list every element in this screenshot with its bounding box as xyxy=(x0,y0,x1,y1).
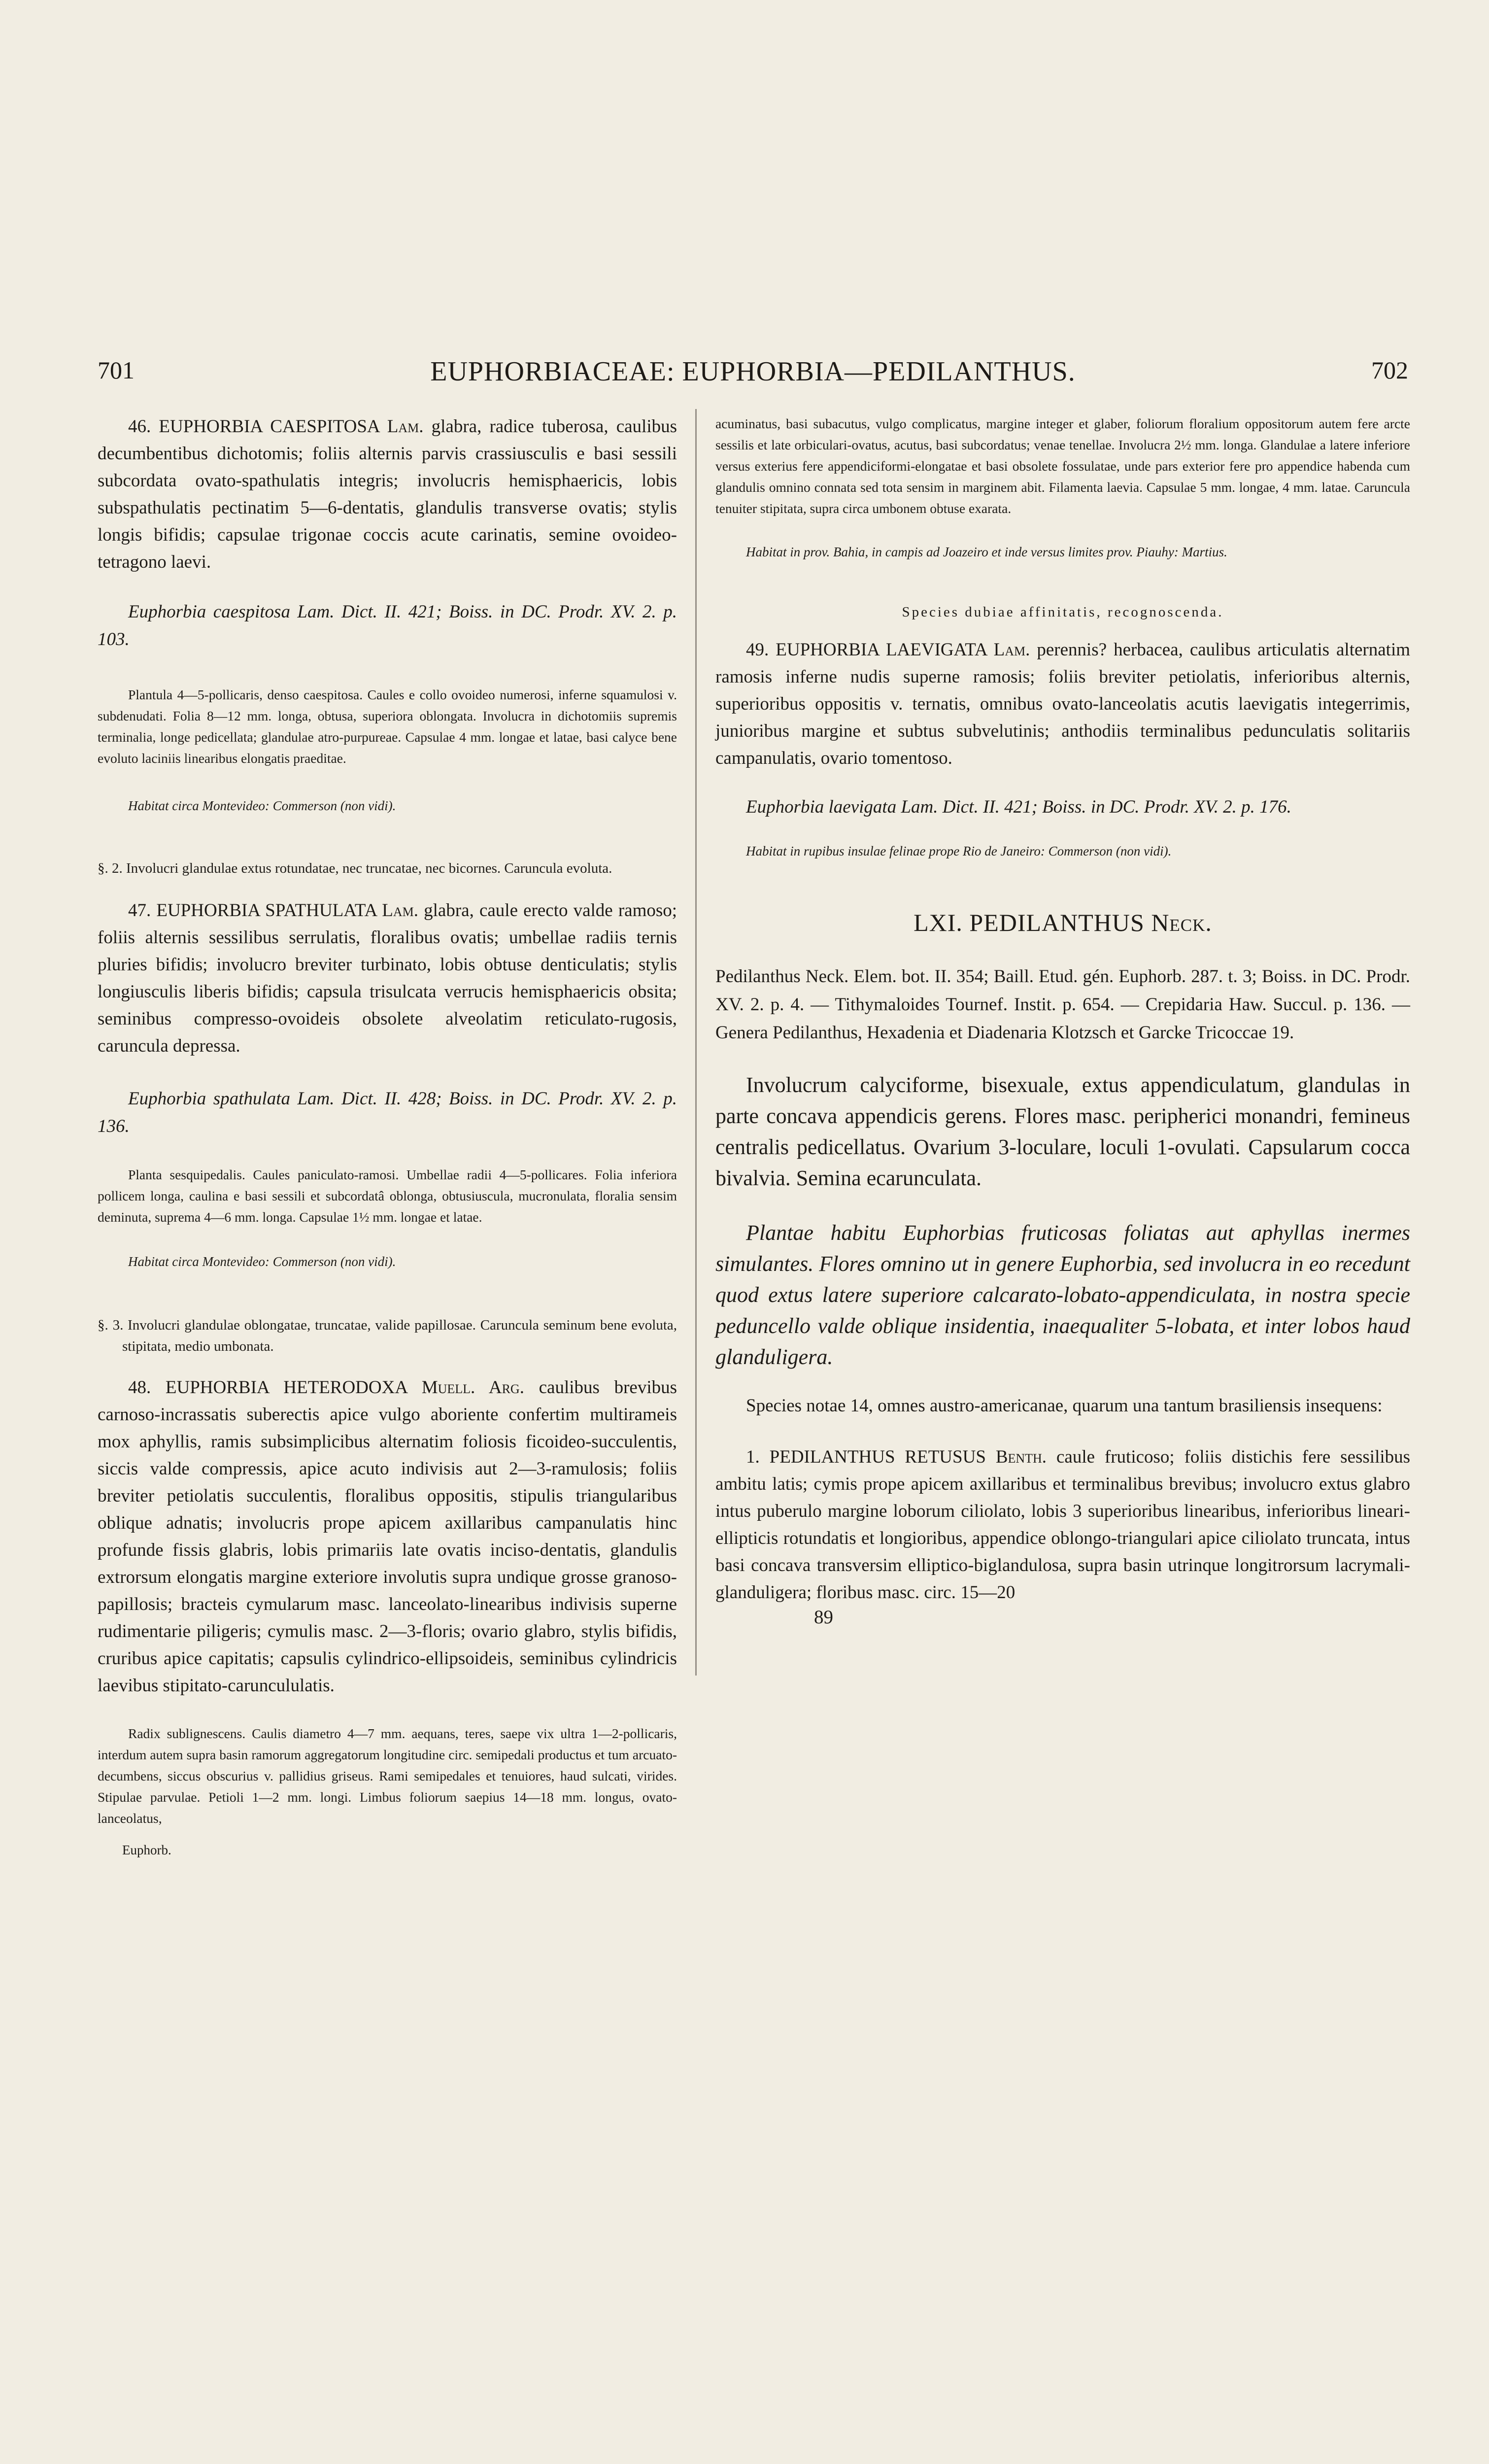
species-47-description: Planta sesquipedalis. Caules paniculato-ramosi. Umbellae radii 4—5-pollicares. Folia inferiora pollicem longa, caulina e basi sessili et subcordatâ oblonga, obtusiuscula, mucronulata, floralia sensim deminuta, suprema 4—6 mm. longa. Capsulae 1½ mm. longae et latae. xyxy=(98,1167,677,1225)
species-48-diagnosis xyxy=(98,1374,677,1699)
section-3-heading: §. 3. Involucri glandulae oblongatae, truncatae, valide papillosae. Caruncula seminum bene evoluta, stipitata, medio umbonata. xyxy=(98,1317,677,1354)
right-column xyxy=(715,413,1410,1628)
species-49-author: Lam. xyxy=(993,640,1030,660)
species-46-habitat: Habitat circa Montevideo: Commerson (non vidi). xyxy=(128,798,396,813)
species-46-synonymy: Euphorbia caespitosa Lam. Dict. II. 421; Boiss. in DC. Prodr. XV. 2. p. 103. xyxy=(98,602,677,650)
species-47-name: 47. EUPHORBIA SPATHULATA xyxy=(128,900,377,921)
species-48-author: Muell. Arg. xyxy=(421,1377,524,1398)
species-47-synonymy: Euphorbia spathulata Lam. Dict. II. 428; Boiss. in DC. Prodr. XV. 2. p. 136. xyxy=(98,1089,677,1136)
section-2-heading: §. 2. Involucri glandulae extus rotundatae, nec truncatae, nec bicornes. Caruncula evoluta. xyxy=(98,860,612,876)
pedilanthus-1-author: Benth. xyxy=(995,1447,1047,1467)
species-49-name: 49. EUPHORBIA LAEVIGATA xyxy=(746,640,987,660)
gathering-signature: 89 xyxy=(814,1607,833,1628)
species-49-synonymy: Euphorbia laevigata Lam. Dict. II. 421; Boiss. in DC. Prodr. XV. 2. p. 176. xyxy=(746,797,1291,817)
pedilanthus-1-name: 1. PEDILANTHUS RETUSUS xyxy=(746,1447,986,1467)
page-number-left: 701 xyxy=(98,356,135,384)
species-46-description: Plantula 4—5-pollicaris, denso caespitosa. Caules e collo ovoideo numerosi, inferne squamulosi v. subdenudati. Folia 8—12 mm. longa, obtusa, superiora oblongata. Involucra in dichotomiis supremis terminalia, longe pedicellata; glandulae atro-purpureae. Capsulae 4 mm. longae et latae, basi calyce bene evoluto laciniis linearibus elongatis praeditae. xyxy=(98,687,677,766)
species-47-habitat: Habitat circa Montevideo: Commerson (non vidi). xyxy=(128,1254,396,1269)
species-48-habitat: Habitat in prov. Bahia, in campis ad Joazeiro et inde versus limites prov. Piauhy: Martius. xyxy=(746,545,1227,559)
species-46-diagnosis-text: glabra, radice tuberosa, caulibus decumbentibus dichotomis; foliis alternis parvis crassiusculis e basi sessili subcordata ovato-spathulatis integris; involucris hemisphaericis, lobis subspathulatis pectinatim 5—6-dentatis, glandulis transverse ovatis; stylis longis bifidis; capsulae trigonae coccis acute carinatis, semine ovoideo-tetragono laevi. xyxy=(98,416,677,572)
species-count: Species notae 14, omnes austro-americanae, quarum una tantum brasiliensis insequens: xyxy=(746,1396,1383,1416)
genus-heading-author: Neck. xyxy=(1151,909,1212,936)
dubiae-heading: Species dubiae affinitatis, recognoscenda. xyxy=(902,604,1224,620)
running-head xyxy=(98,356,1408,395)
species-46-diagnosis xyxy=(98,413,677,576)
species-48-description-part1: Radix sublignescens. Caulis diametro 4—7 mm. aequans, teres, saepe vix ultra 1—2-pollicaris, interdum autem supra basin ramorum aggregatorum longitudine circ. semipedali productus et tum arcuato-decumbens, siccus obscurius v. pallidius griseus. Rami semipedales et tenuiores, haud sulcati, virides. Stipulae parvulae. Petioli 1—2 mm. longi. Limbus foliorum saepius 14—18 mm. longus, ovato-lanceolatus, xyxy=(98,1726,677,1826)
species-49-diagnosis-text: perennis? herbacea, caulibus articulatis alternatim ramosis inferne nudis superne ramosis; foliis breviter petiolatis, inferioribus alternis, superioribus oppositis v. ternatis, omnibus ovato-lanceolatis acutis laevigatis integerrimis, junioribus margine et subtus subvelutinis; anthodiis terminalibus pedunculatis solitariis campanulatis, ovario tomentoso. xyxy=(715,640,1411,768)
genus-heading-name: LXI. PEDILANTHUS xyxy=(914,909,1145,936)
species-47-diagnosis xyxy=(98,897,677,1060)
species-47-author: Lam. xyxy=(382,900,419,921)
species-49-habitat: Habitat in rupibus insulae felinae prope Rio de Janeiro: Commerson (non vidi). xyxy=(746,844,1172,858)
column-divider xyxy=(695,409,697,1676)
left-column xyxy=(98,413,677,1858)
pedilanthus-1-diagnosis-text: caule fruticoso; foliis distichis fere sessilibus ambitu latis; cymis prope apicem axillaribus et terminalibus brevibus; involucro extus glabro intus puberulo margine loborum ciliolato, lobis 3 superioribus linearibus, inferioribus lineari-ellipticis rotundatis et longioribus, appendice oblongo-triangulari apice ciliolato truncata, intus basi concava transversim elliptico-biglandulosa, supra basin utrinque longitrorsum lacrymali-glanduligera; floribus masc. circ. 15—20 xyxy=(715,1447,1411,1603)
genus-habit: Plantae habitu Euphorbias fruticosas foliatas aut aphyllas inermes simulantes. Flores omnino ut in genere Euphorbia, sed involucra in eo recedunt quod extus latere superiore calcarato-lobato-appendiculata, in nostra specie peduncello valde oblique insidentia, inaequaliter 5-lobata, et inter lobos haud glanduligera. xyxy=(715,1221,1410,1369)
genus-synonymy: Pedilanthus Neck. Elem. bot. II. 354; Baill. Etud. gén. Euphorb. 287. t. 3; Boiss. in DC. Prodr. XV. 2. p. 4. — Tithymaloides Tournef. Instit. p. 654. — Crepidaria Haw. Succul. p. 136. — Genera Pedilanthus, Hexadenia et Diadenaria Klotzsch et Garcke Tricoccae 19. xyxy=(715,966,1410,1043)
species-48-diagnosis-text: caulibus brevibus carnoso-incrassatis suberectis apice vulgo aboriente confertim multirameis mox aphyllis, ramis subsimplicibus alternatim foliosis ficoideo-succulentis, siccis valde compressis, apice acuto indivisis aut 2—3-ramulosis; foliis breviter petiolatis succulentis, floralibus oppositis, stipulis triangularibus oblique adnatis; involucris prope apicem axillaribus campanulatis hinc profunde fissis glabris, lobis primariis late ovatis inciso-dentatis, glandulis extrorsum elongatis margine exteriore involutis supra undique grosse granoso-papillosis; bracteis cymularum masc. lanceolato-linearibus indivisis superne rudimentarie piligeris; cymulis masc. 2—3-floris; ovario glabro, stylis bifidis, cruribus apice capitatis; capsulis cylindrico-ellipsoideis, seminibus cylindricis laevibus stipitato-caruncululatis. xyxy=(98,1377,677,1696)
species-46-name: 46. EUPHORBIA CAESPITOSA xyxy=(128,416,379,437)
species-46-author: Lam. xyxy=(387,416,424,437)
species-48-name: 48. EUPHORBIA HETERODOXA xyxy=(128,1377,407,1398)
footer-signature: Euphorb. xyxy=(122,1843,171,1857)
species-49-diagnosis xyxy=(715,636,1410,772)
page-number-right: 702 xyxy=(1371,356,1408,384)
running-title: EUPHORBIACEAE: EUPHORBIA—PEDILANTHUS. xyxy=(430,356,1076,387)
species-48-description-part2: acuminatus, basi subacutus, vulgo complicatus, margine integer et glaber, foliorum floralium oppositorum autem fere arcte sessilis et late orbiculari-ovatus, acutus, basi subcordatus; venae tenellae. Involucra 2½ mm. longa. Glandulae a latere inferiore versus exterius fere appendiciformi-elongatae et basi obsolete fossulatae, unde pars exterior fere pro appendice habenda cum glandulis omnino connata sed tota sensim in marginem abit. Filamenta laevia. Capsulae 5 mm. longae, 4 mm. latae. Caruncula tenuiter stipitata, supra circa umbonem obtuse exarata. xyxy=(715,416,1410,516)
genus-heading xyxy=(715,908,1410,937)
pedilanthus-1-diagnosis xyxy=(715,1443,1410,1606)
species-47-diagnosis-text: glabra, caule erecto valde ramoso; foliis alternis sessilibus serrulatis, floralibus ovatis; umbellae radiis ternis pluries bifidis; involucro breviter turbinato, lobis obtuse denticulatis; stylis longiusculis liberis bifidis; capsula trisulcata verrucis hemisphaericis obsita; seminibus compresso-ovoideis obsolete alveolatim reticulato-rugosis, caruncula depressa. xyxy=(98,900,677,1056)
genus-description: Involucrum calyciforme, bisexuale, extus appendiculatum, glandulas in parte concava appendicis gerens. Flores masc. peripherici monandri, femineus centralis pedicellatus. Ovarium 3-loculare, loculi 1-ovulati. Capsularum cocca bivalvia. Semina ecarunculata. xyxy=(715,1073,1410,1190)
